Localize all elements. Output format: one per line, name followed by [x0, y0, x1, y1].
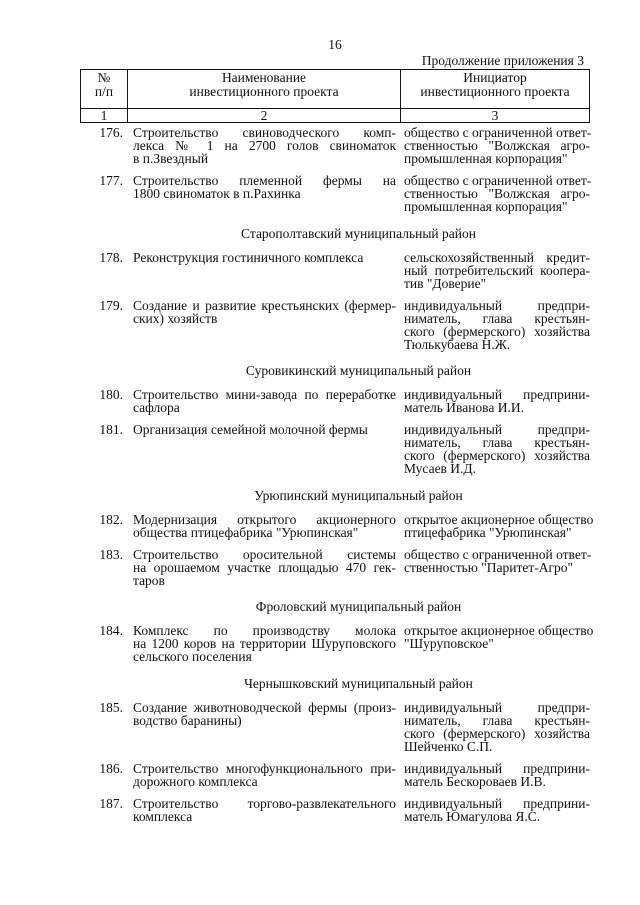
- project-name-line: Строительство оросительной системы: [133, 546, 396, 562]
- initiator-line: промышленная корпорация": [404, 199, 568, 214]
- project-name-cell: [127, 513, 400, 539]
- initiator-cell: [400, 299, 590, 351]
- project-name-line: таров: [133, 572, 165, 588]
- district-heading: Старополтавский муниципальный район: [241, 225, 476, 241]
- row-number: 178.: [99, 249, 123, 265]
- row-number: 176.: [99, 125, 123, 140]
- initiator-cell: [400, 701, 590, 753]
- initiator-line: общество с ограниченной ответ-: [404, 125, 592, 140]
- project-row: [80, 511, 594, 540]
- initiator-cell: [400, 423, 590, 475]
- project-name-line: Строительство многофункционального при-: [133, 760, 396, 776]
- row-number: 180.: [99, 387, 123, 402]
- table-header: [80, 69, 590, 109]
- row-number: 179.: [99, 297, 123, 313]
- project-name-line: комплекса: [133, 808, 193, 824]
- column-number: 1: [80, 109, 127, 122]
- initiator-line: тив "Доверие": [404, 275, 487, 291]
- initiator-line: ниматель, глава крестьян-: [404, 712, 590, 728]
- project-name-line: Создание животноводческой фермы (произ-: [133, 699, 396, 715]
- project-name-line: сельского поселения: [133, 649, 252, 664]
- initiator-line: ный потребительский коопера-: [404, 262, 590, 278]
- row-number: 177.: [99, 173, 123, 188]
- project-name-cell: [127, 126, 400, 165]
- header-name-line: Наименование: [221, 70, 307, 85]
- header-name-cell: [127, 70, 400, 108]
- initiator-line: индивидуальный предпри-: [404, 699, 590, 715]
- initiator-line: матель Юмагулова Я.С.: [404, 808, 541, 824]
- project-name-line: дорожного комплекса: [133, 773, 258, 789]
- initiator-line: ниматель, глава крестьян-: [404, 310, 590, 326]
- project-name-cell: [127, 548, 400, 587]
- project-name-cell: [127, 701, 400, 753]
- initiator-line: ственностью "Волжская агро-: [404, 138, 590, 153]
- project-name-line: Реконструкция гостиничного комплекса: [133, 249, 364, 265]
- project-name-line: Строительство мини-завода по переработке: [133, 387, 396, 402]
- district-heading: Чернышковский муниципальный район: [244, 675, 473, 691]
- initiator-line: ского (фермерского) хозяйства: [404, 323, 590, 339]
- initiator-line: ского (фермерского) хозяйства: [404, 725, 590, 741]
- header-initiator-line: инвестиционного проекта: [420, 84, 570, 99]
- project-row: [80, 548, 590, 587]
- project-name-line: ских) хозяйств: [133, 310, 218, 326]
- initiator-line: индивидуальный предприни-: [404, 795, 590, 811]
- initiator-cell: [400, 251, 590, 290]
- initiator-line: сельскохозяйственный кредит-: [404, 249, 590, 265]
- project-name-line: сафлора: [133, 400, 180, 415]
- initiator-cell: [400, 126, 590, 165]
- initiator-line: Мусаев И.Д.: [404, 461, 477, 476]
- row-number: 182.: [99, 511, 123, 527]
- project-name-line: Создание и развитие крестьянских (фермер-: [133, 297, 396, 313]
- initiator-cell: [400, 797, 590, 823]
- initiator-cell: [400, 762, 590, 788]
- project-row: [80, 251, 590, 290]
- initiator-line: матель Иванова И.И.: [404, 400, 524, 415]
- initiator-line: индивидуальный предпри-: [404, 422, 590, 437]
- initiator-line: птицефабрика "Урюпинская": [404, 524, 572, 540]
- initiator-cell: [400, 548, 590, 587]
- row-number: 187.: [99, 795, 123, 811]
- header-initiator-line: Инициатор: [463, 70, 527, 85]
- header-number-cell: [80, 70, 127, 108]
- appendix-continuation-label: Продолжение приложения 3: [421, 53, 584, 68]
- project-name-line: на орошаемом участке площадью 470 гек-: [133, 559, 396, 575]
- row-number: 181.: [99, 422, 123, 437]
- project-name-line: Модернизация открытого акционерного: [133, 511, 396, 527]
- project-row: [80, 701, 590, 753]
- project-row: [80, 762, 590, 788]
- initiator-cell: [400, 388, 590, 414]
- project-name-line: Строительство торгово-развлекательного: [133, 795, 396, 811]
- project-name-line: на 1200 коров на территории Шуруповского: [133, 636, 396, 651]
- project-name-line: Организация семейной молочной фермы: [133, 422, 368, 437]
- initiator-line: открытое акционерное общество: [404, 623, 594, 638]
- initiator-cell: [400, 174, 590, 213]
- district-heading: Фроловский муниципальный район: [255, 599, 462, 614]
- project-name-cell: [127, 624, 400, 663]
- header-number-line: п/п: [94, 84, 114, 99]
- column-number: 3: [400, 109, 590, 122]
- header-number-line: №: [97, 70, 111, 85]
- project-name-line: общества птицефабрика "Урюпинская": [133, 524, 359, 540]
- project-name-line: 1800 свиноматок в п.Рахинка: [133, 186, 301, 201]
- initiator-line: ниматель, глава крестьян-: [404, 435, 590, 450]
- initiator-line: ского (фермерского) хозяйства: [404, 448, 590, 463]
- initiator-cell: [400, 511, 594, 540]
- initiator-line: промышленная корпорация": [404, 151, 568, 166]
- row-number: 183.: [99, 546, 123, 562]
- initiator-line: "Шуруповское": [404, 636, 494, 651]
- page-number: 16: [328, 37, 342, 52]
- row-number: 186.: [99, 760, 123, 776]
- table-body: [80, 125, 594, 832]
- project-row: [80, 126, 590, 165]
- initiator-line: Шейченко С.П.: [404, 738, 493, 754]
- project-name-cell: [127, 797, 400, 823]
- project-name-cell: [127, 174, 400, 213]
- column-numbers-row: [80, 109, 590, 123]
- initiator-line: матель Бескороваев И.В.: [404, 773, 546, 789]
- district-heading: Урюпинский муниципальный район: [254, 487, 463, 503]
- initiator-line: ственностью "Паритет-Агро": [404, 559, 574, 575]
- project-row: [80, 174, 590, 213]
- project-name-line: Строительство свиноводческого комп-: [133, 125, 396, 140]
- row-number: 185.: [99, 699, 123, 715]
- project-name-line: Строительство племенной фермы на: [133, 173, 396, 188]
- initiator-line: общество с ограниченной ответ-: [404, 546, 592, 562]
- project-row: [80, 423, 590, 475]
- initiator-line: индивидуальный предприни-: [404, 760, 590, 776]
- initiator-line: открытое акционерное общество: [404, 511, 594, 527]
- header-initiator-cell: [400, 70, 590, 108]
- initiator-line: Тюлькубаева Н.Ж.: [404, 336, 511, 352]
- initiator-line: индивидуальный предприни-: [404, 387, 590, 402]
- project-name-cell: [127, 251, 400, 290]
- project-name-cell: [127, 762, 400, 788]
- project-row: [80, 797, 590, 823]
- project-row: [80, 388, 590, 414]
- project-name-line: лекса № 1 на 2700 голов свиноматок: [133, 138, 396, 153]
- column-number: 2: [127, 109, 400, 122]
- project-name-line: в п.Звездный: [133, 151, 209, 166]
- initiator-line: ственностью "Волжская агро-: [404, 186, 590, 201]
- project-name-line: водство баранины): [133, 712, 242, 728]
- district-heading: Суровикинский муниципальный район: [245, 363, 472, 378]
- initiator-cell: [400, 623, 594, 663]
- project-name-line: Комплекс по производству молока: [133, 623, 396, 638]
- project-name-cell: [127, 388, 400, 414]
- row-number: 184.: [99, 623, 123, 638]
- project-name-cell: [127, 423, 400, 475]
- initiator-line: индивидуальный предпри-: [404, 297, 590, 313]
- projects-table: [80, 69, 594, 832]
- project-row: [80, 299, 590, 351]
- initiator-line: общество с ограниченной ответ-: [404, 173, 592, 188]
- project-row: [80, 623, 594, 664]
- project-name-cell: [127, 299, 400, 351]
- header-name-line: инвестиционного проекта: [189, 84, 339, 99]
